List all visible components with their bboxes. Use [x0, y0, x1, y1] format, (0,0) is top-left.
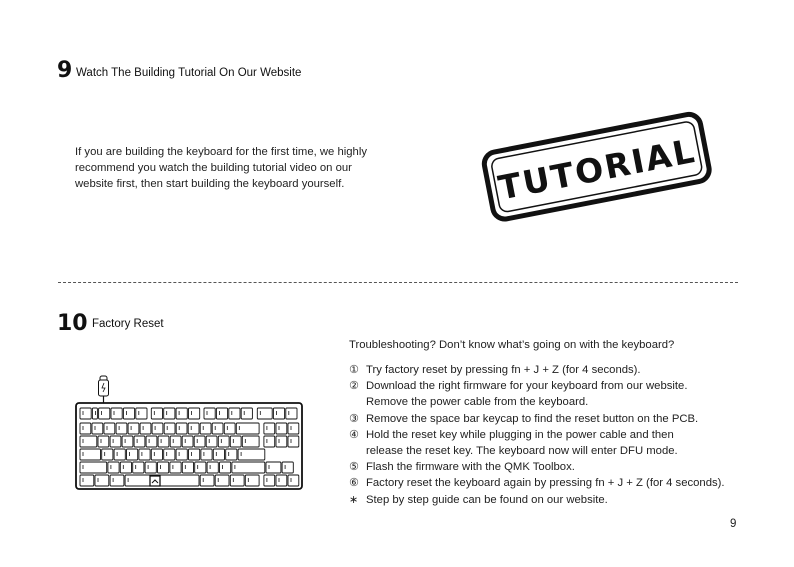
- keycap: [213, 449, 224, 460]
- keycap: [80, 462, 107, 473]
- keycap: [264, 423, 275, 434]
- keycap: [276, 423, 287, 434]
- keycap: [264, 475, 275, 486]
- section-9-number: 9: [57, 58, 73, 83]
- keycap: [80, 408, 91, 419]
- keycap: [92, 423, 103, 434]
- keycap: [207, 462, 218, 473]
- keycap: [176, 408, 187, 419]
- paragraph-line: recommend you watch the building tutorial video on our: [75, 162, 352, 174]
- step-text: Remove the space bar keycap to find the reset button on the PCB.: [366, 412, 699, 425]
- section-9-title: Watch The Building Tutorial On Our Website: [76, 67, 302, 79]
- step-marker: ⑤: [349, 460, 359, 474]
- keycap: [241, 408, 252, 419]
- keycap: [189, 449, 200, 460]
- keycap: [273, 408, 284, 419]
- keycap: [230, 475, 244, 486]
- step-item: [349, 411, 725, 427]
- keycap: [158, 462, 169, 473]
- step-text: Hold the reset key while plugging in the power cable and then: [366, 428, 674, 441]
- keycap: [127, 449, 138, 460]
- section-10-number: 10: [57, 311, 88, 336]
- paragraph-line: website first, then start building the keyboard yourself.: [75, 178, 345, 190]
- keycap: [182, 462, 193, 473]
- keycap: [188, 423, 199, 434]
- keycap: [232, 462, 265, 473]
- keycap: [108, 462, 119, 473]
- keycap: [236, 423, 259, 434]
- step-item: [349, 427, 725, 459]
- step-marker: ③: [349, 411, 359, 425]
- keycap: [230, 436, 241, 447]
- keycap: [194, 436, 205, 447]
- step-item: [349, 492, 725, 508]
- keycap: [116, 423, 127, 434]
- keycap: [286, 408, 297, 419]
- keycap: [136, 408, 147, 419]
- keycap: [224, 423, 235, 434]
- keycap: [266, 462, 281, 473]
- stamp-text: TUTORIAL: [495, 130, 700, 208]
- keycap: [164, 408, 175, 419]
- section-divider: [58, 282, 738, 283]
- keycap: [114, 449, 125, 460]
- keycap: [220, 462, 231, 473]
- keycap: [276, 475, 287, 486]
- keycap: [170, 462, 181, 473]
- step-item: [349, 378, 725, 410]
- keycap: [128, 423, 139, 434]
- keyboard-illustration: [74, 372, 306, 500]
- reset-steps-list: [349, 362, 725, 508]
- keycap: [102, 449, 113, 460]
- usb-cable-icon: [99, 376, 109, 403]
- keycap: [111, 408, 122, 419]
- step-marker: ②: [349, 379, 359, 393]
- keycap: [200, 475, 214, 486]
- keycap: [133, 462, 144, 473]
- keycap: [110, 475, 124, 486]
- keycap: [80, 423, 91, 434]
- keycap: [204, 408, 215, 419]
- keycap: [242, 436, 259, 447]
- keycap: [164, 449, 175, 460]
- keycap: [226, 449, 237, 460]
- keycap: [218, 436, 229, 447]
- keycap: [276, 436, 287, 447]
- keycap: [288, 436, 299, 447]
- keycap: [104, 423, 115, 434]
- keycap: [123, 408, 134, 419]
- step-item: [349, 459, 725, 475]
- step-marker: ④: [349, 427, 359, 441]
- page-number: 9: [730, 518, 737, 530]
- step-marker: ∗: [349, 492, 359, 506]
- keycap: [229, 408, 240, 419]
- keycap: [134, 436, 145, 447]
- keycap: [288, 423, 299, 434]
- keycap: [164, 423, 175, 434]
- step-item: [349, 362, 725, 378]
- keycap: [125, 475, 199, 486]
- step-text: Download the right firmware for your keyboard from our website.: [366, 380, 688, 393]
- keycap: [99, 408, 110, 419]
- keycap: [151, 449, 162, 460]
- tutorial-paragraph: [75, 144, 405, 192]
- keycap: [170, 436, 181, 447]
- step-marker: ①: [349, 363, 359, 376]
- keycap: [238, 449, 265, 460]
- step-text: Try factory reset by pressing fn + J + Z (for 4 seconds).: [366, 364, 641, 376]
- step-marker: ⑥: [349, 476, 359, 490]
- keycap: [98, 436, 109, 447]
- keycap: [215, 475, 229, 486]
- keycap: [158, 436, 169, 447]
- step-text: Step by step guide can be found on our website.: [366, 493, 608, 506]
- keycap: [146, 436, 157, 447]
- keycap: [110, 436, 121, 447]
- keycap: [195, 462, 206, 473]
- keycap: [145, 462, 156, 473]
- tutorial-stamp: [470, 103, 720, 223]
- keycap: [257, 408, 272, 419]
- keycap: [122, 436, 133, 447]
- keycap: [206, 436, 217, 447]
- keycap: [264, 436, 275, 447]
- keycap: [201, 449, 212, 460]
- step-text: Factory reset the keyboard again by pressing fn + J + Z (for 4 seconds).: [366, 477, 725, 490]
- keycap: [245, 475, 259, 486]
- keycap: [200, 423, 211, 434]
- keycap: [216, 408, 227, 419]
- step-text: Flash the firmware with the QMK Toolbox.: [366, 461, 575, 474]
- troubleshooting-question: Troubleshooting? Don’t know what’s going on with the keyboard?: [349, 339, 675, 351]
- keycap: [212, 423, 223, 434]
- keycap: [152, 423, 163, 434]
- step-text: release the reset key. The keyboard now will enter DFU mode.: [366, 445, 678, 458]
- keycap: [140, 423, 151, 434]
- keycap: [288, 475, 299, 486]
- keycap: [282, 462, 293, 473]
- step-text: Remove the power cable from the keyboard.: [366, 396, 589, 409]
- keycap: [176, 423, 187, 434]
- keycap: [95, 475, 109, 486]
- keycap: [92, 408, 97, 419]
- keycap: [189, 408, 200, 419]
- section-10-title: Factory Reset: [92, 318, 164, 330]
- keycap: [80, 436, 97, 447]
- keycap: [182, 436, 193, 447]
- step-item: [349, 475, 725, 491]
- keycap: [80, 475, 94, 486]
- keycap: [151, 408, 162, 419]
- keycap: [139, 449, 150, 460]
- keycap: [120, 462, 131, 473]
- keycap: [176, 449, 187, 460]
- paragraph-line: If you are building the keyboard for the first time, we highly: [75, 146, 367, 158]
